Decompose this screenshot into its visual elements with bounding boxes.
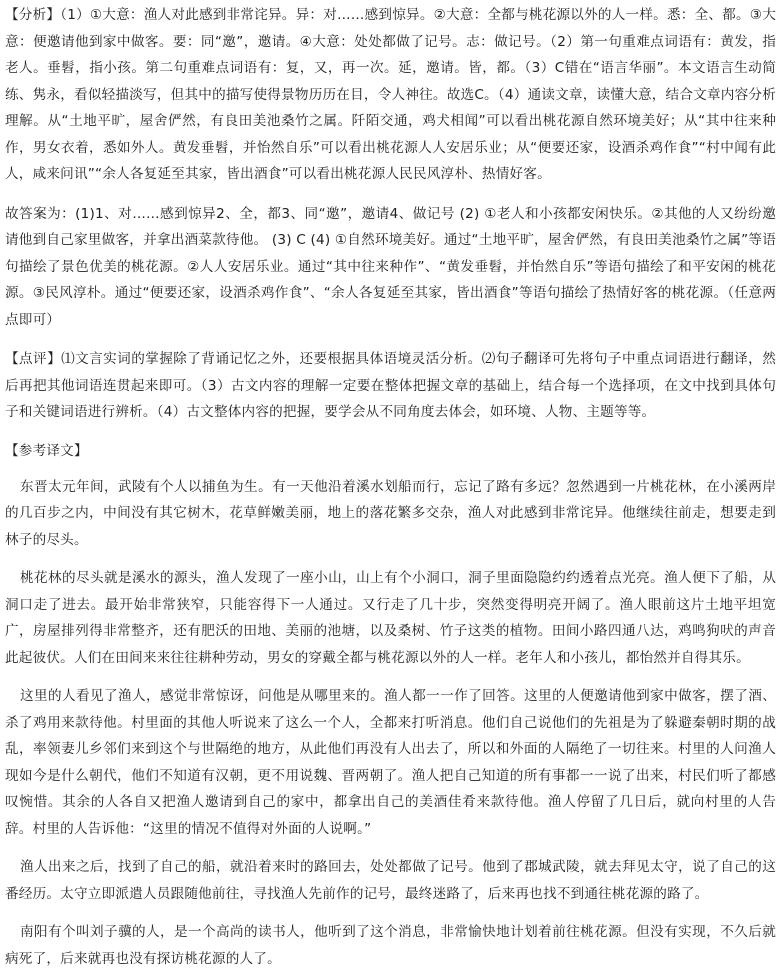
translation-heading: 【参考译文】 (5, 438, 776, 464)
translation-section (5, 438, 776, 972)
comment-section: 【点评】⑴文言实词的掌握除了背诵记忆之外，还要根据具体语境灵活分析。⑵句子翻译可先将句子中重点词语进行翻译，然后再把其他词语连贯起来即可。（3）古文内容的理解一定要在整体把握文章的基础上，结合每一个选择项，在文中找到具体句子和关键词语进行辨析。（4）古文整体内容的把握，要学会从不同角度去体会，如环境、人物、主题等等。 (5, 346, 776, 426)
answer-section: 故答案为：(1)1、对……感到惊异2、全，都3、同“邀”，邀请4、做记号 (2) ①老人和小孩都安闲快乐。②其他的人又纷纷邀请他到自己家里做客，并拿出酒菜款待他。 (3) C (4) ①自然环境美好。通过“土地平旷，屋舍俨然，有良田美池桑竹之属”等语句描绘了景色优美的桃花源。②人人安居乐业。通过“其中往来种作”、“黄发垂髫，并怡然自乐”等语句描绘了和平安闲的桃花源。③民风淳朴。通过“便要还家，设酒杀鸡作食”、“余人各复延至其家，皆出酒食”等语句描绘了热情好客的桃花源。（任意两点即可） (5, 201, 776, 334)
translation-paragraph-1: 东晋太元年间，武陵有个人以捕鱼为生。有一天他沿着溪水划船而行，忘记了路有多远？忽然遇到一片桃花林，在小溪两岸的几百步之内，中间没有其它树木，花草鲜嫩美丽，地上的落花繁多交杂，渔人对此感到非常诧异。他继续往前走，想要走到林子的尽头。 (5, 474, 776, 554)
translation-paragraph-2: 桃花林的尽头就是溪水的源头，渔人发现了一座小山，山上有个小洞口，洞子里面隐隐约约透着点光亮。渔人便下了船，从洞口走了进去。最开始非常狭窄，只能容得下一人通过。又行走了几十步，突然变得明亮开阔了。渔人眼前这片土地平坦宽广，房屋排列得非常整齐，还有肥沃的田地、美丽的池塘，以及桑树、竹子这类的植物。田间小路四通八达，鸡鸣狗吠的声音此起彼伏。人们在田间来来往往耕种劳动，男女的穿戴全都与桃花源以外的人一样。老年人和小孩儿，都怡然并自得其乐。 (5, 565, 776, 671)
translation-paragraph-4: 渔人出来之后，找到了自己的船，就沿着来时的路回去，处处都做了记号。他到了郡城武陵，就去拜见太守，说了自己的这番经历。太守立即派遣人员跟随他前往，寻找渔人先前作的记号，最终迷路了，后来再也找不到通往桃花源的路了。 (5, 854, 776, 907)
translation-paragraph-3: 这里的人看见了渔人，感觉非常惊讶，问他是从哪里来的。渔人都一一作了回答。这里的人便邀请他到家中做客，摆了酒、杀了鸡用来款待他。村里面的其他人听说来了这么一个人，全都来打听消息。他们自己说他们的先祖是为了躲避秦朝时期的战乱，率领妻儿乡邻们来到这个与世隔绝的地方，从此他们再没有人出去了，所以和外面的人隔绝了一切往来。村里的人问渔人现如今是什么朝代，他们不知道有汉朝，更不用说魏、晋两朝了。渔人把自己知道的所有事都一一说了出来，村民们听了都感叹惋惜。其余的人各自又把渔人邀请到自己的家中，都拿出自己的美酒佳肴来款待他。渔人停留了几日后，就向村里的人告辞。村里的人告诉他：“这里的情况不值得对外面的人说啊。” (5, 683, 776, 842)
analysis-section: 【分析】（1）①大意：渔人对此感到非常诧异。异：对……感到惊异。②大意：全都与桃花源以外的人一样。悉：全、都。③大意：便邀请他到家中做客。要：同“邀”，邀请。④大意：处处都做了记号。志：做记号。（2）第一句重难点词语有：黄发，指老人。垂髫，指小孩。第二句重难点词语有：复，又，再一次。延，邀请。皆，都。（3）C错在“语言华丽”。本文语言生动简练、隽永，看似轻描淡写，但其中的描写使得景物历历在目，令人神往。故选C。（4）通读文章，读懂大意，结合文章内容分析理解。从“土地平旷，屋舍俨然，有良田美池桑竹之属。阡陌交通，鸡犬相闻”可以看出桃花源自然环境美好；从“其中往来种作，男女衣着，悉如外人。黄发垂髫，并怡然自乐”可以看出桃花源人人安居乐业；从“便要还家，设酒杀鸡作食”“村中闻有此人，咸来问讯”“余人各复延至其家，皆出酒食”可以看出桃花源人民民风淳朴、热情好客。 (5, 2, 776, 188)
translation-paragraph-5: 南阳有个叫刘子骥的人，是一个高尚的读书人，他听到了这个消息，非常愉快地计划着前往桃花源。但没有实现，不久后就病死了，后来就再也没有探访桃花源的人了。 (5, 919, 776, 972)
